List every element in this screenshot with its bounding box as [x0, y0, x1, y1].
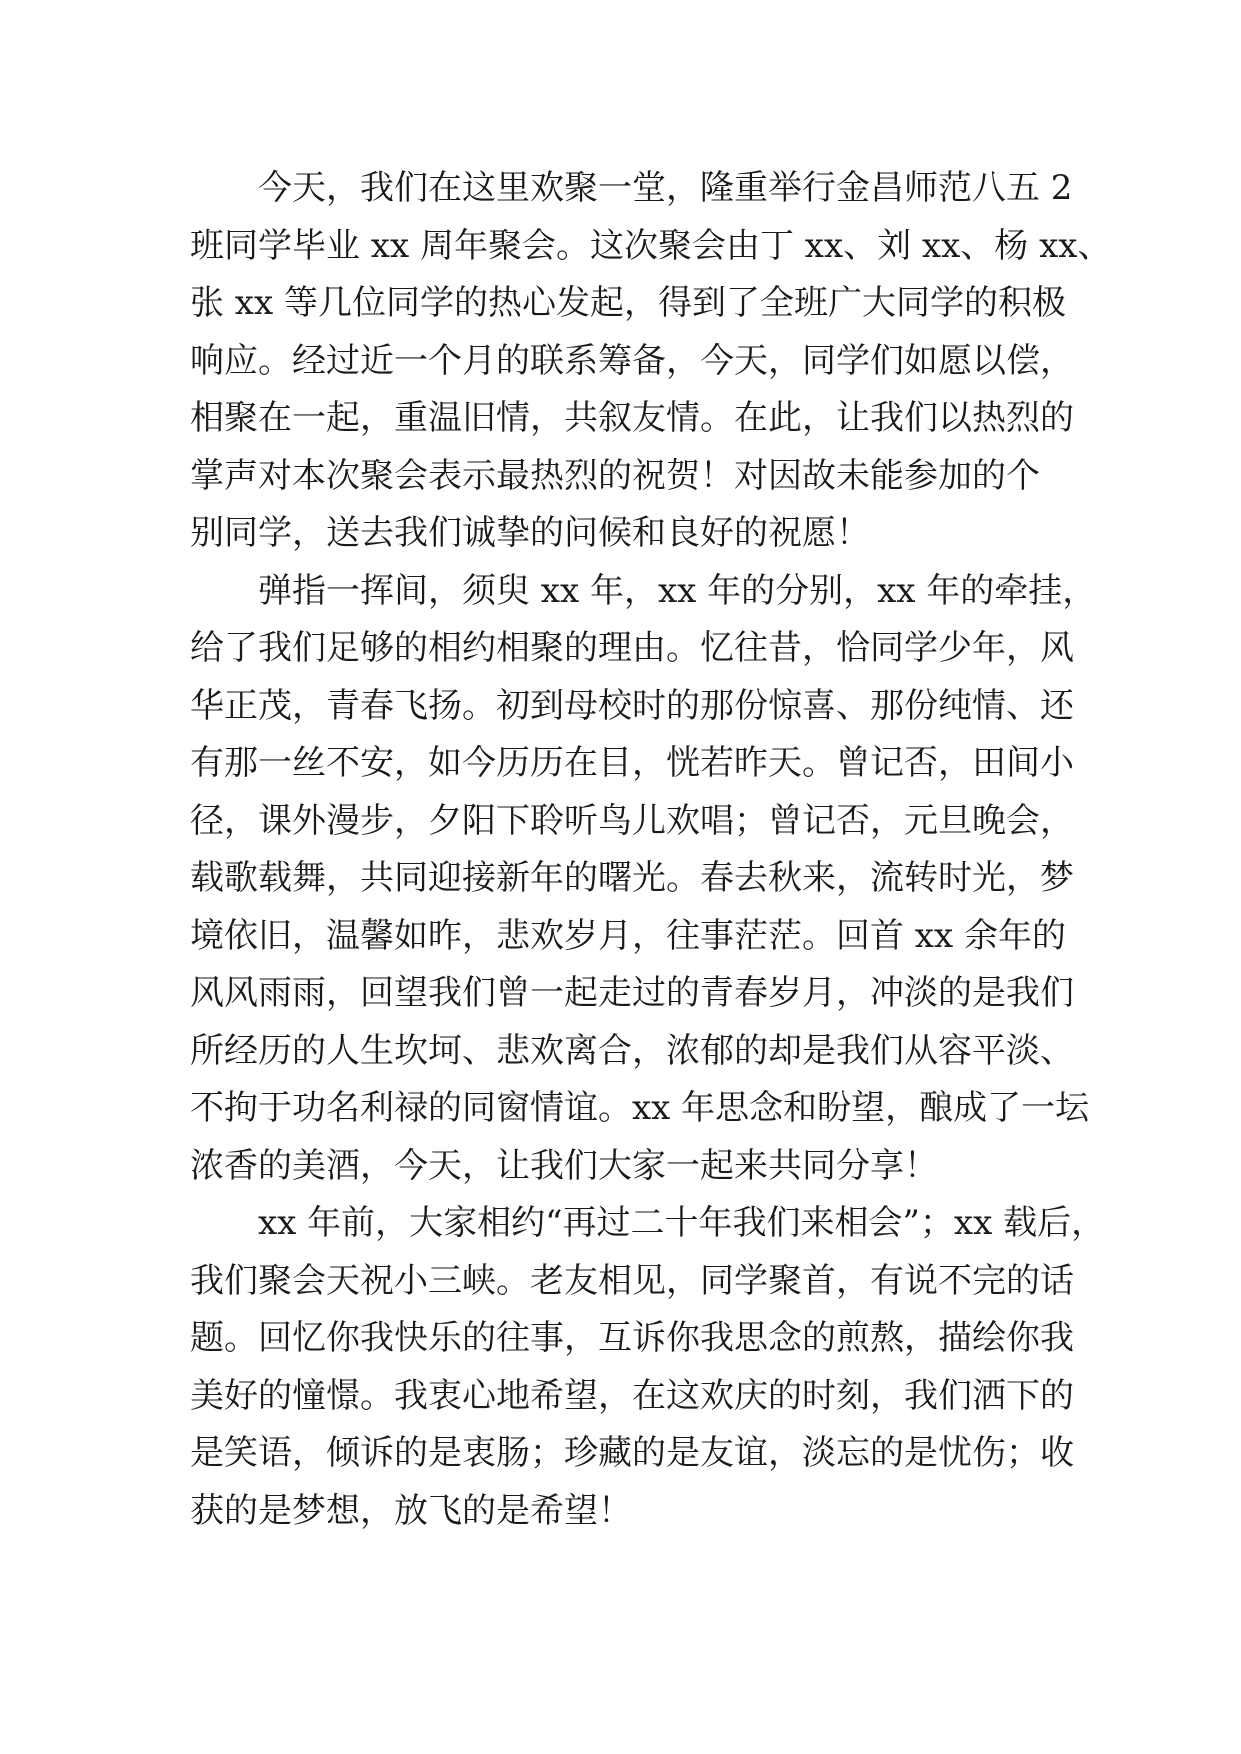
paragraph-line: 我们聚会天祝小三峡。老友相见，同学聚首，有说不完的话	[190, 1260, 1074, 1301]
paragraph-line: 美好的憧憬。我衷心地希望，在这欢庆的时刻，我们洒下的	[190, 1375, 1074, 1416]
paragraph-line: 别同学，送去我们诚挚的问候和良好的祝愿！	[190, 513, 870, 553]
paragraph-2	[190, 563, 1097, 1196]
paragraph-line: 响应。经过近一个月的联系筹备，今天，同学们如愿以偿，	[190, 340, 1074, 381]
paragraph-line: 弹指一挥间，须臾 xx 年，xx 年的分别，xx 年的牵挂，	[258, 570, 1097, 611]
paragraph-line: 掌声对本次聚会表示最热烈的祝贺！对因故未能参加的个	[190, 455, 1040, 496]
paragraph-line: 题。回忆你我快乐的往事，互诉你我思念的煎熬，描绘你我	[190, 1318, 1074, 1358]
paragraph-line: 径，课外漫步，夕阳下聆听鸟儿欢唱；曾记否，元旦晚会，	[190, 800, 1074, 841]
paragraph-line: 班同学毕业 xx 周年聚会。这次聚会由丁 xx、刘 xx、杨 xx、	[190, 225, 1112, 266]
paragraph-line: 相聚在一起，重温旧情，共叙友情。在此，让我们以热烈的	[190, 398, 1074, 438]
paragraph-line: 是笑语，倾诉的是衷肠；珍藏的是友谊，淡忘的是忧伤；收	[190, 1433, 1074, 1473]
paragraph-line: 浓香的美酒，今天，让我们大家一起来共同分享！	[190, 1145, 938, 1186]
paragraph-line: 风风雨雨，回望我们曾一起走过的青春岁月，冲淡的是我们	[190, 973, 1074, 1013]
document-body	[190, 160, 1112, 1540]
paragraph-line: 华正茂，青春飞扬。初到母校时的那份惊喜、那份纯情、还	[190, 685, 1074, 726]
paragraph-line: 有那一丝不安，如今历历在目，恍若昨天。曾记否，田间小	[190, 743, 1074, 783]
paragraph-line: 给了我们足够的相约相聚的理由。忆往昔，恰同学少年，风	[190, 628, 1074, 668]
paragraph-line: xx 年前，大家相约“再过二十年我们来相会”；xx 载后，	[258, 1203, 1106, 1243]
paragraph-line: 载歌载舞，共同迎接新年的曙光。春去秋来，流转时光，梦	[190, 858, 1074, 898]
paragraph-line: 张 xx 等几位同学的热心发起，得到了全班广大同学的积极	[190, 283, 1066, 323]
paragraph-line: 不拘于功名利禄的同窗情谊。xx 年思念和盼望，酿成了一坛	[190, 1088, 1090, 1128]
paragraph-line: 今天，我们在这里欢聚一堂，隆重举行金昌师范八五 2	[258, 168, 1073, 208]
paragraph-line: 获的是梦想，放飞的是希望！	[190, 1490, 632, 1531]
paragraph-line: 所经历的人生坎坷、悲欢离合，浓郁的却是我们从容平淡、	[190, 1030, 1074, 1071]
paragraph-1	[190, 160, 1112, 563]
paragraph-3	[190, 1195, 1106, 1540]
paragraph-line: 境依旧，温馨如昨，悲欢岁月，往事茫茫。回首 xx 余年的	[190, 915, 1066, 956]
